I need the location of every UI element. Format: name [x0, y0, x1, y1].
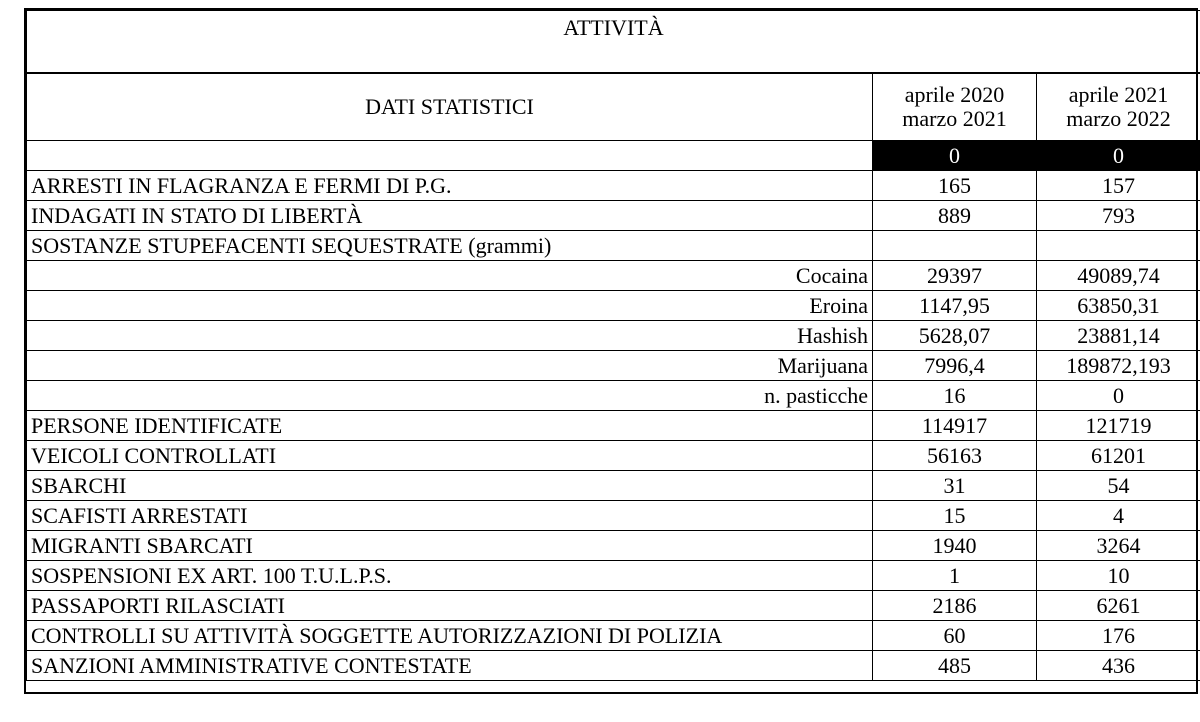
row-value-period-1: 15	[873, 501, 1037, 531]
row-value-period-1: 165	[873, 171, 1037, 201]
row-label: SOSPENSIONI EX ART. 100 T.U.L.P.S.	[27, 561, 873, 591]
row-label: CONTROLLI SU ATTIVITÀ SOGGETTE AUTORIZZAZIONI DI POLIZIA	[27, 621, 873, 651]
row-label: ARRESTI IN FLAGRANZA E FERMI DI P.G.	[27, 171, 873, 201]
row-value-period-1: 7996,4	[873, 351, 1037, 381]
table-row	[27, 171, 1200, 201]
row-value-period-2: 793	[1037, 201, 1200, 231]
table-row	[27, 291, 1200, 321]
row-label: INDAGATI IN STATO DI LIBERTÀ	[27, 201, 873, 231]
header-period-1-end: marzo 2021	[902, 105, 1007, 131]
row-value-period-2: 49089,74	[1037, 261, 1200, 291]
row-value-period-1: 60	[873, 621, 1037, 651]
row-label: n. pasticche	[27, 381, 873, 411]
table-row	[27, 561, 1200, 591]
table-row	[27, 261, 1200, 291]
row-label: VEICOLI CONTROLLATI	[27, 441, 873, 471]
row-label: Hashish	[27, 321, 873, 351]
totals-row	[27, 141, 1200, 171]
header-period-1-start: aprile 2020	[904, 81, 1005, 107]
header-period-2-start: aprile 2021	[1068, 81, 1169, 107]
row-value-period-1: 1147,95	[873, 291, 1037, 321]
row-value-period-2: 63850,31	[1037, 291, 1200, 321]
statistics-table	[26, 10, 1200, 681]
table-row	[27, 621, 1200, 651]
row-value-period-2: 6261	[1037, 591, 1200, 621]
row-label: Cocaina	[27, 261, 873, 291]
table-title: ATTIVITÀ	[27, 11, 1200, 73]
statistics-sheet	[24, 8, 1198, 694]
row-value-period-1: 1	[873, 561, 1037, 591]
table-row	[27, 321, 1200, 351]
header-label: DATI STATISTICI	[27, 73, 873, 141]
row-value-period-2: 23881,14	[1037, 321, 1200, 351]
row-value-period-2: 189872,193	[1037, 351, 1200, 381]
row-value-period-2: 4	[1037, 501, 1200, 531]
table-row	[27, 591, 1200, 621]
table-row	[27, 201, 1200, 231]
total-period-1: 0	[873, 141, 1037, 171]
row-value-period-1: 56163	[873, 441, 1037, 471]
table-row	[27, 381, 1200, 411]
header-period-1	[873, 73, 1037, 141]
row-label: SANZIONI AMMINISTRATIVE CONTESTATE	[27, 651, 873, 681]
row-label: PASSAPORTI RILASCIATI	[27, 591, 873, 621]
row-label: SBARCHI	[27, 471, 873, 501]
table-row	[27, 351, 1200, 381]
row-value-period-1: 16	[873, 381, 1037, 411]
row-label: MIGRANTI SBARCATI	[27, 531, 873, 561]
table-row	[27, 441, 1200, 471]
row-value-period-2: 0	[1037, 381, 1200, 411]
row-value-period-1: 1940	[873, 531, 1037, 561]
row-value-period-1	[873, 231, 1037, 261]
row-value-period-1: 485	[873, 651, 1037, 681]
row-value-period-1: 889	[873, 201, 1037, 231]
title-row	[27, 11, 1200, 73]
table-row	[27, 651, 1200, 681]
table-row	[27, 231, 1200, 261]
row-label: Marijuana	[27, 351, 873, 381]
row-label: PERSONE IDENTIFICATE	[27, 411, 873, 441]
row-label: SOSTANZE STUPEFACENTI SEQUESTRATE (grammi)	[27, 231, 873, 261]
row-label: SCAFISTI ARRESTATI	[27, 501, 873, 531]
row-label: Eroina	[27, 291, 873, 321]
row-value-period-1: 29397	[873, 261, 1037, 291]
table-row	[27, 501, 1200, 531]
header-period-2-end: marzo 2022	[1066, 105, 1171, 131]
row-value-period-2: 61201	[1037, 441, 1200, 471]
row-value-period-2: 121719	[1037, 411, 1200, 441]
table-row	[27, 411, 1200, 441]
row-value-period-2: 436	[1037, 651, 1200, 681]
row-value-period-2: 54	[1037, 471, 1200, 501]
row-value-period-2: 3264	[1037, 531, 1200, 561]
row-value-period-2: 176	[1037, 621, 1200, 651]
table-row	[27, 471, 1200, 501]
row-value-period-2: 157	[1037, 171, 1200, 201]
row-value-period-2	[1037, 231, 1200, 261]
row-value-period-1: 2186	[873, 591, 1037, 621]
totals-label	[27, 141, 873, 171]
total-period-2: 0	[1037, 141, 1200, 171]
row-value-period-1: 114917	[873, 411, 1037, 441]
header-period-2	[1037, 73, 1200, 141]
row-value-period-1: 31	[873, 471, 1037, 501]
table-row	[27, 531, 1200, 561]
header-row	[27, 73, 1200, 141]
row-value-period-2: 10	[1037, 561, 1200, 591]
row-value-period-1: 5628,07	[873, 321, 1037, 351]
